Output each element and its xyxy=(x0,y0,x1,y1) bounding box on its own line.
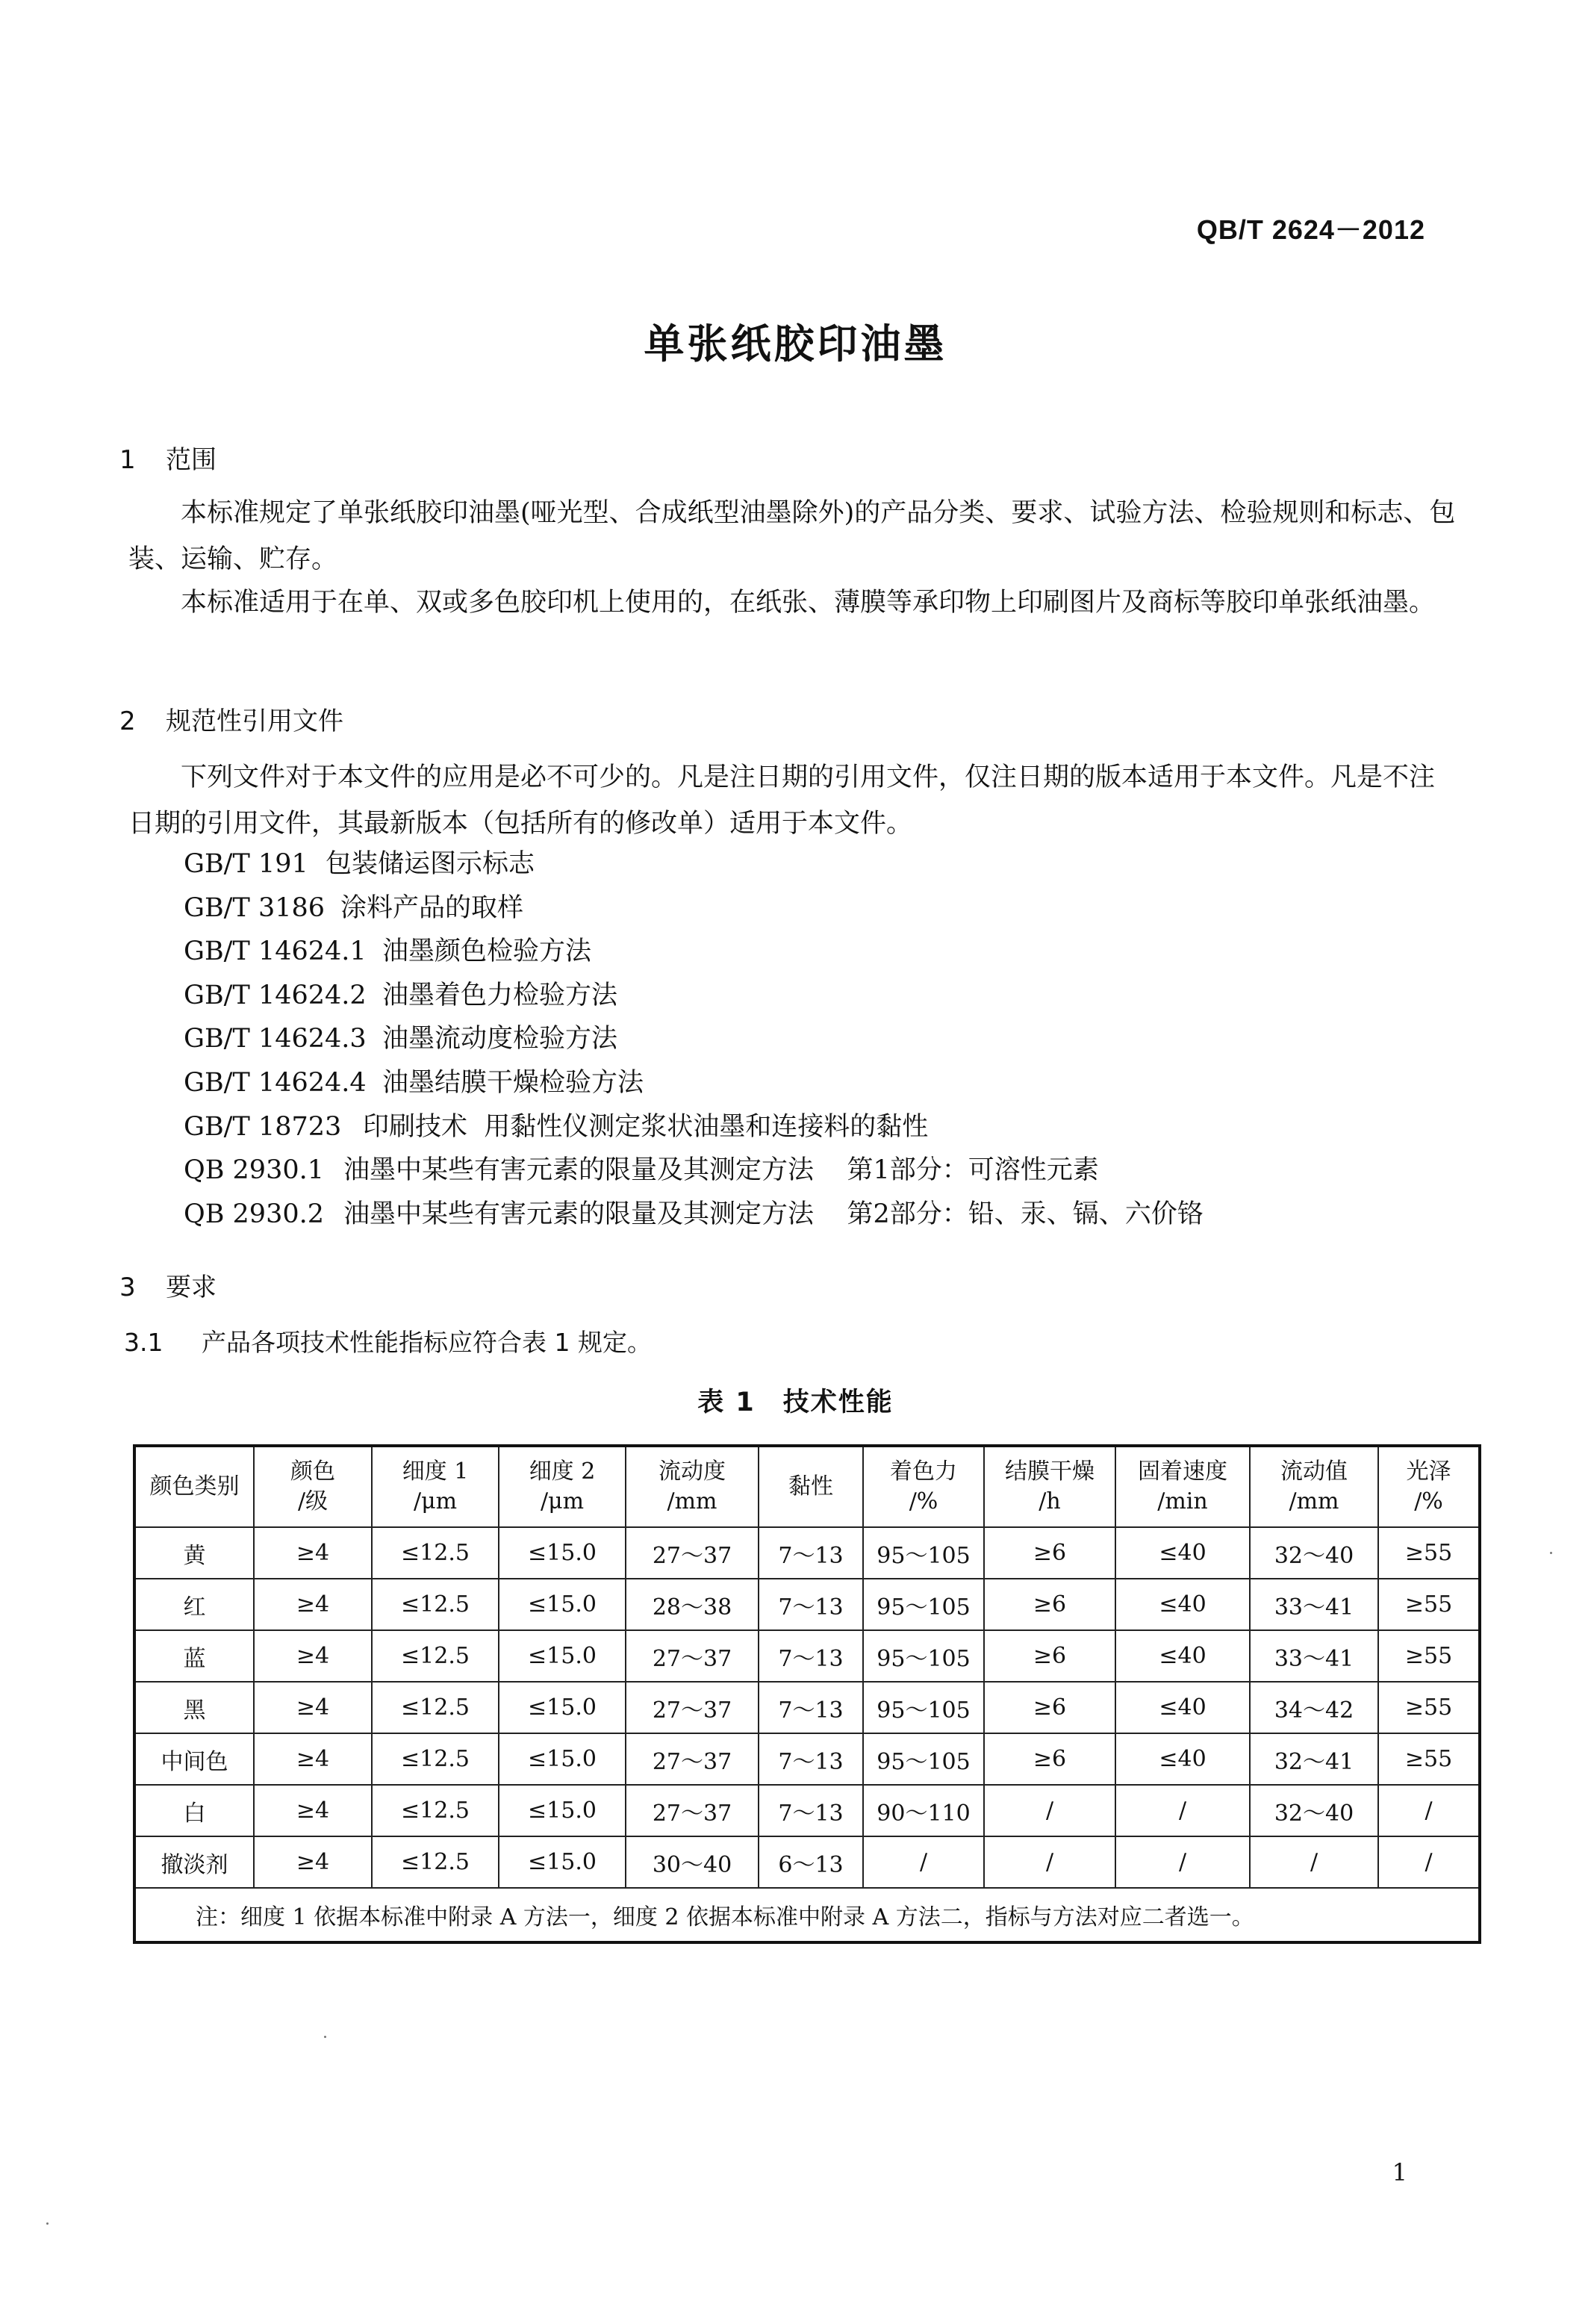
table-row xyxy=(134,1630,1480,1682)
table-cell: 白 xyxy=(134,1785,254,1836)
table-cell: 33～41 xyxy=(1250,1579,1378,1630)
reference-item xyxy=(184,930,1204,974)
table-cell: ≥55 xyxy=(1378,1579,1480,1630)
header-cell: 细度 1 /μm xyxy=(372,1446,499,1527)
page-number: 1 xyxy=(1392,2158,1407,2187)
reference-item xyxy=(184,974,1204,1018)
reference-item xyxy=(184,886,1204,930)
table-cell: ≥4 xyxy=(254,1836,372,1888)
scope-paragraph-2: 本标准适用于在单、双或多色胶印机上使用的，在纸张、薄膜等承印物上印刷图片及商标等胶印单张纸油墨。 xyxy=(181,588,1436,618)
table-cell: 34～42 xyxy=(1250,1682,1378,1733)
reference-code: GB/T 18723 xyxy=(184,1111,342,1142)
table-cell: 7～13 xyxy=(759,1682,863,1733)
scan-speck xyxy=(324,2036,326,2038)
clause-text: 产品各项技术性能指标应符合表 1 规定。 xyxy=(202,1328,652,1357)
table-cell: ≤15.0 xyxy=(499,1785,626,1836)
reference-title: 包装储运图示标志 xyxy=(326,849,535,879)
reference-item xyxy=(184,1105,1204,1149)
table-cell: 95～105 xyxy=(863,1682,984,1733)
header-cell: 颜色 /级 xyxy=(254,1446,372,1527)
section-number: 2 xyxy=(119,706,136,736)
reference-code: QB 2930.1 xyxy=(184,1155,325,1186)
table-cell: ≥55 xyxy=(1378,1733,1480,1785)
table-cell: ≥55 xyxy=(1378,1682,1480,1733)
table-header-row xyxy=(134,1446,1480,1527)
header-cell: 着色力 /% xyxy=(863,1446,984,1527)
table-cell: ≥4 xyxy=(254,1630,372,1682)
table-cell: ≤15.0 xyxy=(499,1682,626,1733)
table-cell: ≤12.5 xyxy=(372,1785,499,1836)
table-cell: 32～40 xyxy=(1250,1785,1378,1836)
reference-item xyxy=(184,1193,1204,1237)
table-cell: ≤40 xyxy=(1115,1579,1250,1630)
section-title: 规范性引用文件 xyxy=(166,706,343,736)
table-cell: ≥4 xyxy=(254,1785,372,1836)
table-cell: 7～13 xyxy=(759,1527,863,1579)
table-row xyxy=(134,1785,1480,1836)
header-cell: 光泽 /% xyxy=(1378,1446,1480,1527)
header-cell: 颜色类别 xyxy=(134,1446,254,1527)
standard-code: QB/T 2624－2012 xyxy=(1196,214,1425,245)
table-caption: 表 1 技术性能 xyxy=(697,1388,894,1417)
table-cell: ≤15.0 xyxy=(499,1579,626,1630)
document-title: 单张纸胶印油墨 xyxy=(644,320,947,367)
table-cell: ≥4 xyxy=(254,1579,372,1630)
table-cell: / xyxy=(1115,1836,1250,1888)
table-cell: ≥4 xyxy=(254,1527,372,1579)
table-cell: ≤40 xyxy=(1115,1527,1250,1579)
table-cell: ≥6 xyxy=(984,1630,1115,1682)
table-cell: ≥6 xyxy=(984,1682,1115,1733)
table-cell: 33～41 xyxy=(1250,1630,1378,1682)
table-cell: / xyxy=(863,1836,984,1888)
table-cell: ≥6 xyxy=(984,1579,1115,1630)
reference-code: GB/T 14624.1 xyxy=(184,936,367,967)
table-cell: ≥4 xyxy=(254,1682,372,1733)
table-cell: 27～37 xyxy=(626,1630,759,1682)
table-cell: 27～37 xyxy=(626,1682,759,1733)
table-cell: 27～37 xyxy=(626,1527,759,1579)
table-cell: 27～37 xyxy=(626,1733,759,1785)
reference-title: 油墨颜色检验方法 xyxy=(382,936,592,967)
header-cell: 流动值 /mm xyxy=(1250,1446,1378,1527)
section-number: 1 xyxy=(119,445,136,475)
table-cell: 32～40 xyxy=(1250,1527,1378,1579)
table-cell: ≤15.0 xyxy=(499,1630,626,1682)
table-cell: ≤15.0 xyxy=(499,1733,626,1785)
table-row xyxy=(134,1527,1480,1579)
section-title: 要求 xyxy=(166,1273,217,1302)
header-cell: 结膜干燥 /h xyxy=(984,1446,1115,1527)
table-cell: 7～13 xyxy=(759,1785,863,1836)
normative-paragraph: 下列文件对于本文件的应用是必不可少的。凡是注日期的引用文件，仅注日期的版本适用于本文件。凡是不注日期的引用文件，其最新版本（包括所有的修改单）适用于本文件。 xyxy=(128,762,1436,839)
reference-item xyxy=(184,1149,1204,1193)
table-cell: ≤12.5 xyxy=(372,1682,499,1733)
reference-title: 涂料产品的取样 xyxy=(340,892,524,923)
table-cell: ≤40 xyxy=(1115,1733,1250,1785)
section-title: 范围 xyxy=(166,445,217,475)
table-note-row xyxy=(134,1888,1480,1942)
reference-title: 油墨中某些有害元素的限量及其测定方法 第2部分：铅、汞、镉、六价铬 xyxy=(343,1199,1204,1229)
header-cell: 细度 2 /μm xyxy=(499,1446,626,1527)
table-cell: 32～41 xyxy=(1250,1733,1378,1785)
reference-code: QB 2930.2 xyxy=(184,1199,325,1229)
reference-item xyxy=(184,1061,1204,1105)
table-cell: 6～13 xyxy=(759,1836,863,1888)
section-heading-requirements xyxy=(119,1267,217,1303)
table-row xyxy=(134,1682,1480,1733)
clause-number: 3.1 xyxy=(124,1328,164,1357)
table-cell: 黑 xyxy=(134,1682,254,1733)
reference-item xyxy=(184,842,1204,886)
table-cell: 30～40 xyxy=(626,1836,759,1888)
table-cell: ≥55 xyxy=(1378,1527,1480,1579)
table-cell: / xyxy=(1115,1785,1250,1836)
reference-item xyxy=(184,1017,1204,1061)
table-row xyxy=(134,1579,1480,1630)
reference-title: 油墨中某些有害元素的限量及其测定方法 第1部分：可溶性元素 xyxy=(343,1155,1099,1186)
header-cell: 黏性 xyxy=(759,1446,863,1527)
table-cell: ≤12.5 xyxy=(372,1733,499,1785)
table-cell: ≥6 xyxy=(984,1527,1115,1579)
table-cell: 90～110 xyxy=(863,1785,984,1836)
section-heading-normative xyxy=(119,700,343,737)
header-cell: 固着速度 /min xyxy=(1115,1446,1250,1527)
table-cell: ≤12.5 xyxy=(372,1630,499,1682)
table-cell: ≤12.5 xyxy=(372,1527,499,1579)
table-cell: ≤15.0 xyxy=(499,1836,626,1888)
reference-title: 油墨着色力检验方法 xyxy=(382,980,618,1010)
table-cell: / xyxy=(1378,1785,1480,1836)
reference-list xyxy=(184,842,1204,1236)
table-cell: 黄 xyxy=(134,1527,254,1579)
reference-code: GB/T 191 xyxy=(184,849,308,879)
table-row xyxy=(134,1733,1480,1785)
table-cell: ≤12.5 xyxy=(372,1579,499,1630)
section-number: 3 xyxy=(119,1273,136,1302)
table-cell: ≤40 xyxy=(1115,1630,1250,1682)
table-cell: ≥55 xyxy=(1378,1630,1480,1682)
scan-speck xyxy=(46,2222,49,2225)
table-cell: 蓝 xyxy=(134,1630,254,1682)
reference-code: GB/T 14624.4 xyxy=(184,1067,367,1098)
reference-code: GB/T 14624.3 xyxy=(184,1024,367,1054)
table-note: 注：细度 1 依据本标准中附录 A 方法一，细度 2 依据本标准中附录 A 方法二，指标与方法对应二者选一。 xyxy=(134,1888,1480,1942)
clause-3-1 xyxy=(124,1323,652,1358)
table-cell: 7～13 xyxy=(759,1733,863,1785)
reference-title: 印刷技术 用黏性仪测定浆状油墨和连接料的黏性 xyxy=(363,1111,929,1142)
table-cell: 95～105 xyxy=(863,1630,984,1682)
technical-performance-table xyxy=(133,1444,1481,1944)
header-cell: 流动度 /mm xyxy=(626,1446,759,1527)
table-cell: / xyxy=(1250,1836,1378,1888)
table-cell: ≤12.5 xyxy=(372,1836,499,1888)
reference-code: GB/T 14624.2 xyxy=(184,980,367,1010)
table-cell: ≥6 xyxy=(984,1733,1115,1785)
table-cell: 95～105 xyxy=(863,1527,984,1579)
table-cell: / xyxy=(984,1836,1115,1888)
table-cell: ≥4 xyxy=(254,1733,372,1785)
table-cell: ≤15.0 xyxy=(499,1527,626,1579)
table-cell: / xyxy=(1378,1836,1480,1888)
table-cell: ≤40 xyxy=(1115,1682,1250,1733)
scope-paragraph-1: 本标准规定了单张纸胶印油墨(哑光型、合成纸型油墨除外)的产品分类、要求、试验方法、检验规则和标志、包装、运输、贮存。 xyxy=(128,498,1456,574)
section-heading-scope xyxy=(119,439,217,476)
table-cell: 撤淡剂 xyxy=(134,1836,254,1888)
reference-code: GB/T 3186 xyxy=(184,892,326,923)
reference-title: 油墨结膜干燥检验方法 xyxy=(382,1067,644,1098)
table-row xyxy=(134,1836,1480,1888)
table-cell: 7～13 xyxy=(759,1630,863,1682)
table-cell: / xyxy=(984,1785,1115,1836)
reference-title: 油墨流动度检验方法 xyxy=(382,1024,618,1054)
table-cell: 95～105 xyxy=(863,1579,984,1630)
table-cell: 27～37 xyxy=(626,1785,759,1836)
table-cell: 28～38 xyxy=(626,1579,759,1630)
table-cell: 95～105 xyxy=(863,1733,984,1785)
scan-speck xyxy=(1550,1552,1552,1554)
table-cell: 红 xyxy=(134,1579,254,1630)
table-cell: 中间色 xyxy=(134,1733,254,1785)
table-cell: 7～13 xyxy=(759,1579,863,1630)
